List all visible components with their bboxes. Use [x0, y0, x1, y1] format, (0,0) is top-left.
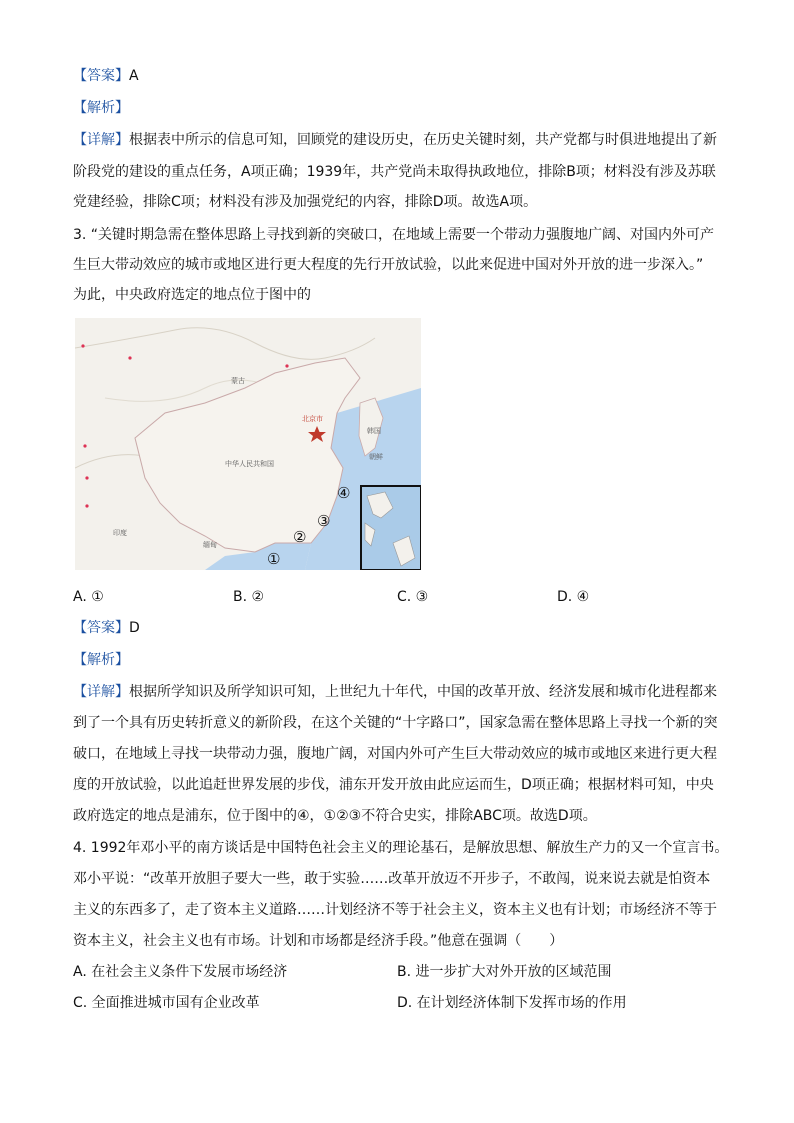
mongolia-label: 蒙古 — [231, 377, 245, 385]
nk-label: 朝鲜 — [369, 453, 383, 461]
map-marker-3: ③ — [317, 512, 331, 530]
detail-line: 阶段党的建设的重点任务，A项正确；1939年，共产党尚未取得执政地位，排除B项；材料没有涉及苏联 — [73, 164, 716, 180]
question-stem-line: 资本主义，社会主义也有市场。计划和市场都是经济手段。”他意在强调（ ） — [73, 933, 564, 949]
detail-line: 党建经验，排除C项；材料没有涉及加强党纪的内容，排除D项。故选A项。 — [73, 194, 538, 210]
answer-value: D — [129, 620, 140, 636]
detail-line: 【详解】根据表中所示的信息可知，回顾党的建设历史，在历史关键时刻，共产党都与时俱进地提出了新 — [73, 132, 717, 148]
answer-line — [73, 618, 140, 638]
detail-tag: 【详解】 — [73, 132, 129, 148]
question-stem-line: 4. 1992年邓小平的南方谈话是中国特色社会主义的理论基石，是解放思想、解放生产力的又一个宣言书。 — [73, 840, 729, 856]
map-marker-4: ④ — [337, 484, 351, 502]
answer-value: A — [129, 68, 139, 84]
option-c: C. ③ — [397, 589, 429, 605]
question-stem-line: 3. “关键时期急需在整体思路上寻找到新的突破口，在地域上需要一个带动力强腹地广阔、对国内外可产 — [73, 227, 715, 243]
option-d: D. 在计划经济体制下发挥市场的作用 — [397, 995, 627, 1011]
option-b: B. ② — [233, 589, 265, 605]
option-a: A. 在社会主义条件下发展市场经济 — [73, 964, 288, 980]
detail-line: 政府选定的地点是浦东，位于图中的④，①②③不符合史实，排除ABC项。故选D项。 — [73, 808, 597, 824]
analysis-tag: 【解析】 — [73, 652, 129, 668]
india-label: 印度 — [113, 529, 127, 537]
detail-line: 破口，在地域上寻找一块带动力强，腹地广阔，对国内外可产生巨大带动效应的城市或地区来进行更大程 — [73, 746, 717, 762]
option-a: A. ① — [73, 589, 104, 605]
question-stem-line: 主义的东西多了，走了资本主义道路……计划经济不等于社会主义，资本主义也有计划；市场经济不等于 — [73, 902, 717, 918]
china-label: 中华人民共和国 — [225, 460, 274, 468]
answer-tag: 【答案】 — [73, 68, 129, 84]
china-map — [75, 318, 421, 570]
answer-tag: 【答案】 — [73, 620, 129, 636]
analysis-tag: 【解析】 — [73, 100, 129, 116]
detail-tag: 【详解】 — [73, 684, 129, 700]
detail-line: 到了一个具有历史转折意义的新阶段，在这个关键的“十字路口”，国家急需在整体思路上寻找一个新的突 — [73, 715, 718, 731]
question-stem-line: 为此，中央政府选定的地点位于图中的 — [73, 287, 311, 303]
answer-line — [73, 66, 139, 86]
beijing-label: 北京市 — [302, 415, 323, 423]
question-stem-line: 邓小平说：“改革开放胆子要大一些，敢于实验……改革开放迈不开步子，不敢闯，说来说去就是怕资本 — [73, 871, 711, 887]
detail-line: 度的开放试验，以此追赶世界发展的步伐，浦东开发开放由此应运而生，D项正确；根据材料可知，中央 — [73, 777, 714, 793]
option-d: D. ④ — [557, 589, 590, 605]
myanmar-label: 缅甸 — [203, 541, 217, 549]
option-c: C. 全面推进城市国有企业改革 — [73, 995, 260, 1011]
map-marker-2: ② — [293, 528, 307, 546]
korea-label: 韩国 — [367, 427, 381, 435]
map-marker-1: ① — [267, 550, 281, 568]
question-stem-line: 生巨大带动效应的城市或地区进行更大程度的先行开放试验，以此来促进中国对外开放的进一步深入。” — [73, 257, 704, 273]
detail-line: 【详解】根据所学知识及所学知识可知，上世纪九十年代，中国的改革开放、经济发展和城市化进程都来 — [73, 684, 717, 700]
option-b: B. 进一步扩大对外开放的区域范围 — [397, 964, 612, 980]
